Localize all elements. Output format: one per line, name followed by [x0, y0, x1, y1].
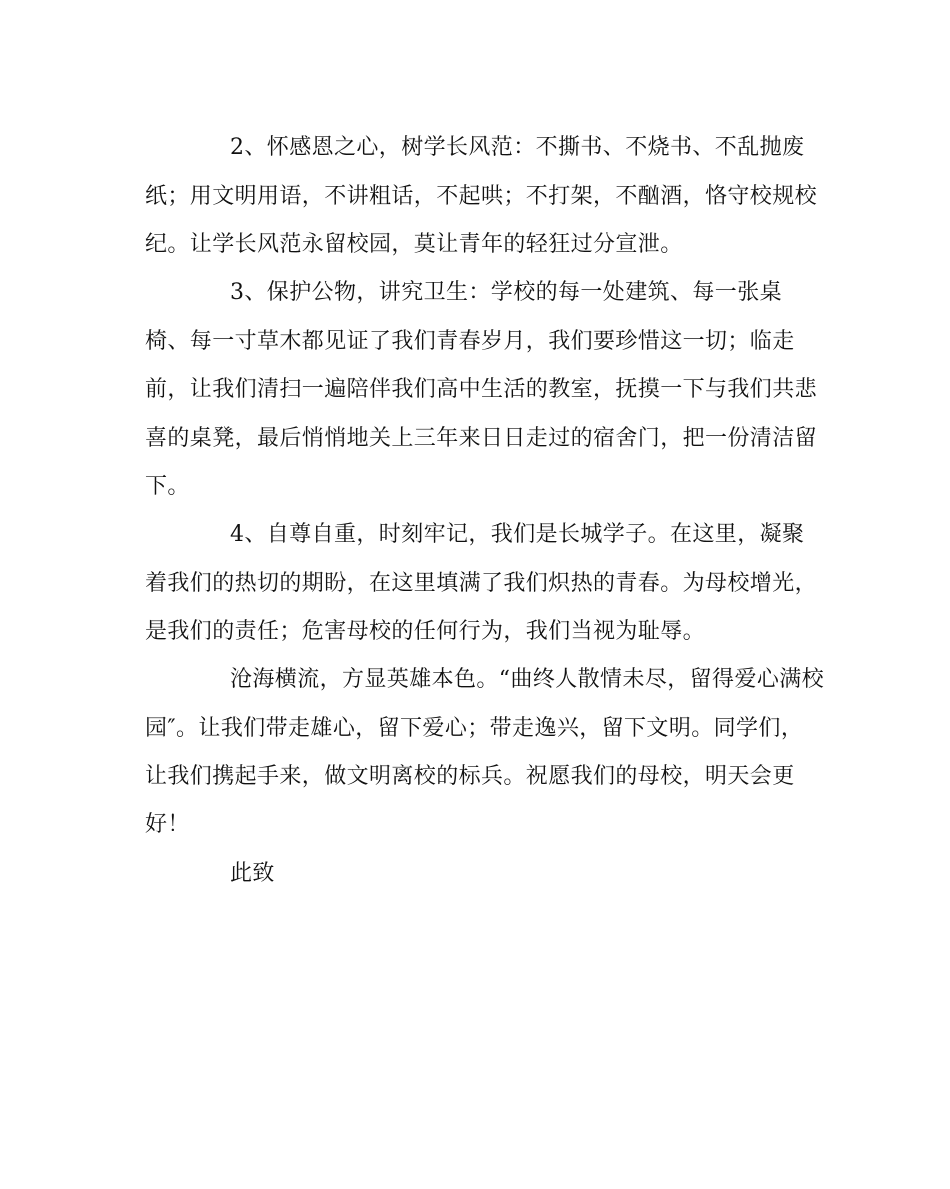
- paragraph-2-line-2: 纸；用文明用语，不讲粗话，不起哄；不打架，不酗酒，恪守校规校: [145, 184, 818, 209]
- paragraph-3-line-5: 下。: [145, 474, 190, 499]
- paragraph-3-line-3: 前，让我们清扫一遍陪伴我们高中生活的教室，抚摸一下与我们共悲: [145, 377, 818, 402]
- paragraph-3-line-1: 3、保护公物，讲究卫生：学校的每一处建筑、每一张桌: [230, 280, 782, 305]
- paragraph-4-line-1: 4、自尊自重，时刻牢记，我们是长城学子。在这里，凝聚: [230, 522, 805, 547]
- paragraph-4-line-2: 着我们的热切的期盼，在这里填满了我们炽热的青春。为母校增光，: [145, 571, 818, 596]
- closing-paragraph-line-1: 沧海横流，方显英雄本色。“曲终人散情未尽，留得爱心满校: [230, 667, 825, 692]
- closing-paragraph-line-3: 让我们携起手来，做文明离校的标兵。祝愿我们的母校，明天会更: [145, 764, 795, 789]
- closing-paragraph-line-2: 园″。让我们带走雄心，留下爱心；带走逸兴，留下文明。同学们，: [145, 716, 804, 741]
- closing-paragraph-line-4: 好！: [145, 812, 190, 837]
- paragraph-3-line-4: 喜的桌凳，最后悄悄地关上三年来日日走过的宿舍门，把一份清洁留: [145, 426, 818, 451]
- paragraph-3-line-2: 椅、每一寸草木都见证了我们青春岁月，我们要珍惜这一切；临走: [145, 329, 795, 354]
- paragraph-4-line-3: 是我们的责任；危害母校的任何行为，我们当视为耻辱。: [145, 619, 706, 644]
- paragraph-2-line-1: 2、怀感恩之心，树学长风范：不撕书、不烧书、不乱抛废: [230, 135, 805, 160]
- salutation: 此致: [230, 861, 275, 886]
- paragraph-2-line-3: 纪。让学长风范永留校园，莫让青年的轻狂过分宣泄。: [145, 232, 683, 257]
